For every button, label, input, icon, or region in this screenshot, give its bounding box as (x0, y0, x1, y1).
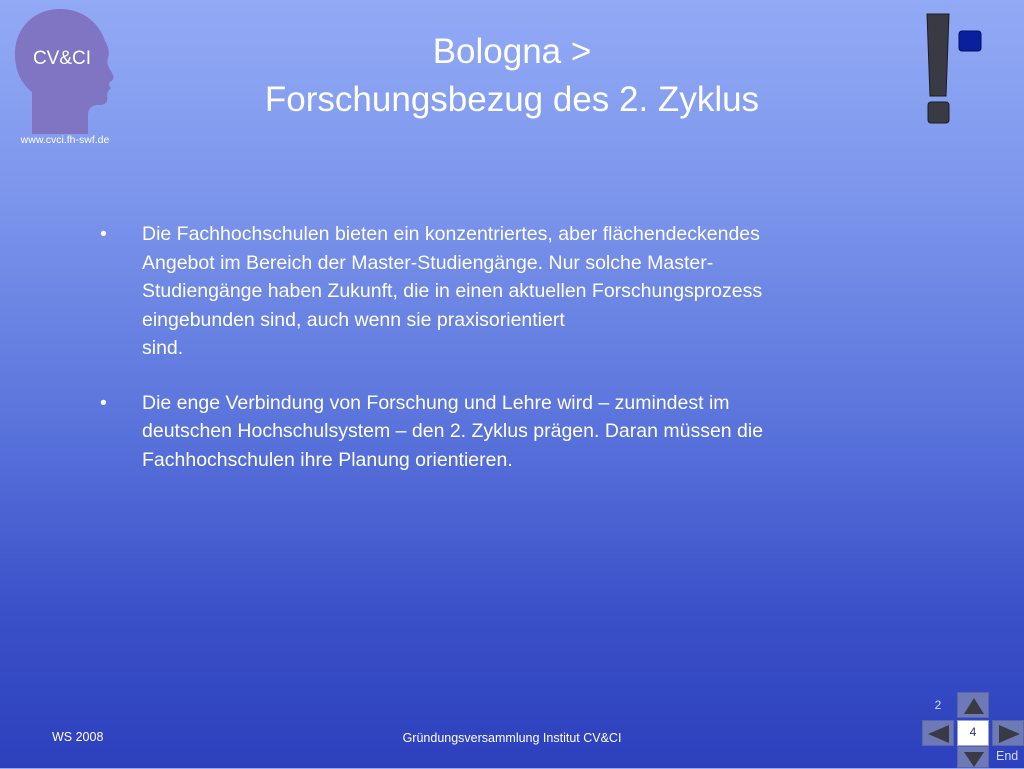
bullet-dot: • (100, 223, 107, 245)
title-line-1: Bologna > (432, 32, 592, 71)
footer-title: Gründungsversammlung Institut CV&CI (402, 731, 622, 745)
bullet-line: eingebunden sind, auch wenn sie praxisorientiert (142, 308, 565, 331)
triangle-right-icon (993, 721, 1024, 747)
nav-down-button[interactable] (957, 746, 989, 768)
bullet-line: Angebot im Bereich der Master-Studiengänge. Nur solche Master- (142, 251, 714, 274)
nav-up-button[interactable] (957, 692, 989, 718)
bullet-line: sind. (142, 337, 184, 359)
bullet-line: Studiengänge haben Zukunft, die in einen aktuellen Forschungsprozess (142, 280, 763, 302)
page-title (180, 28, 844, 124)
triangle-left-icon (923, 721, 955, 747)
exclamation-icon (918, 8, 988, 128)
head-silhouette-icon (12, 8, 120, 134)
logo-text: CV&CI (32, 48, 92, 69)
slide-content (100, 220, 880, 500)
cvci-logo (12, 8, 120, 134)
footer-semester: WS 2008 (52, 730, 104, 744)
nav-previous-page-number[interactable]: 2 (934, 698, 942, 712)
bullet-line: deutschen Hochschulsystem – den 2. Zyklus prägen. Daran müssen die (142, 420, 764, 442)
nav-end-link[interactable]: End (996, 749, 1019, 763)
title-line-2: Forschungsbezug des 2. Zyklus (264, 80, 760, 119)
bullet-dot: • (100, 391, 107, 414)
nav-current-page: 4 (957, 720, 989, 746)
logo-url[interactable]: www.cvci.fh-swf.de (20, 134, 110, 146)
nav-previous-button[interactable] (922, 720, 954, 746)
nav-next-button[interactable] (992, 720, 1024, 746)
bullet-item (100, 389, 880, 475)
triangle-up-icon (958, 693, 990, 719)
bullet-line: Fachhochschulen ihre Planung orientieren. (142, 448, 513, 471)
bullet-line: Die enge Verbindung von Forschung und Lehre wird – zumindest im (142, 391, 730, 414)
triangle-down-icon (958, 747, 990, 769)
bullet-line: Die Fachhochschulen bieten ein konzentriertes, aber flächendeckendes (142, 223, 760, 245)
bullet-item (100, 220, 880, 363)
